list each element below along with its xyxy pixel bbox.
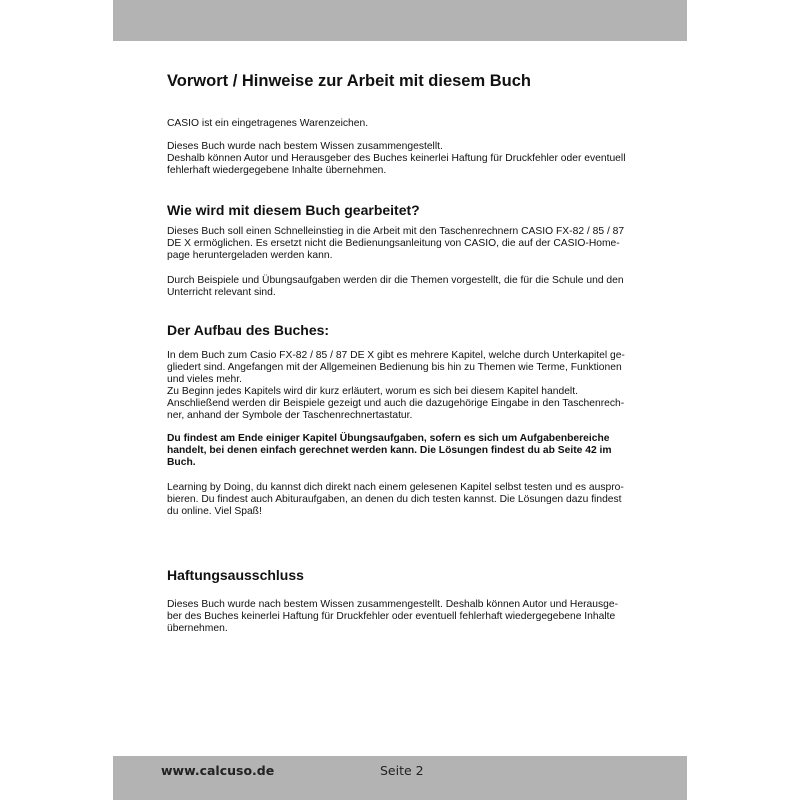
intro-paragraph-1 — [167, 118, 637, 130]
text-line: Buch. — [167, 457, 196, 468]
structure-paragraph-bold — [167, 433, 637, 469]
text-line: gliedert sind. Angefangen mit der Allgemeinen Bedienung bis hin zu Themen wie Terme, Funktionen — [167, 362, 622, 373]
text-line: ber des Buches keinerlei Haftung für Druckfehler oder eventuell fehlerhaft wiedergegebene Inhalte — [167, 611, 616, 622]
header-band — [113, 0, 687, 41]
text-line: Zu Beginn jedes Kapitels wird dir kurz erläutert, worum es sich bei diesem Kapitel handelt. — [167, 386, 578, 397]
text-line: Durch Beispiele und Übungsaufgaben werden dir die Themen vorgestellt, die für die Schule und den — [167, 275, 624, 286]
text-line: übernehmen. — [167, 623, 228, 634]
section-heading-structure: Der Aufbau des Buches: — [167, 322, 330, 338]
text-line: Learning by Doing, du kannst dich direkt nach einem gelesenen Kapitel selbst testen und es auspro- — [167, 482, 624, 493]
text-line: Dieses Buch wurde nach bestem Wissen zusammengestellt. Deshalb können Autor und Herausge- — [167, 599, 619, 610]
text-line: CASIO ist ein eingetragenes Warenzeichen. — [167, 118, 369, 129]
text-line: page heruntergeladen werden kann. — [167, 250, 333, 261]
text-line: handelt, bei denen einfach gerechnet werden kann. Die Lösungen findest du ab Seite 42 im — [167, 445, 612, 456]
text-line: bieren. Du findest auch Abituraufgaben, an denen du dich testen kannst. Die Lösungen dazu findest — [167, 494, 622, 505]
text-line: Deshalb können Autor und Herausgeber des Buches keinerlei Haftung für Druckfehler oder eventuell — [167, 153, 626, 164]
text-line: Dieses Buch wurde nach bestem Wissen zusammengestellt. — [167, 141, 443, 152]
text-line: Dieses Buch soll einen Schnelleinstieg in die Arbeit mit den Taschenrechnern CASIO FX-82 / 85 / 87 — [167, 226, 625, 237]
document-page — [113, 0, 687, 800]
work-paragraph-2 — [167, 275, 637, 299]
page-title: Vorwort / Hinweise zur Arbeit mit diesem Buch — [167, 72, 531, 90]
text-line: DE X ermöglichen. Es ersetzt nicht die Bedienungsanleitung von CASIO, die auf der CASIO-Home- — [167, 238, 620, 249]
section-heading-liability: Haftungsausschluss — [167, 567, 304, 583]
structure-paragraph-1 — [167, 350, 637, 422]
intro-paragraph-2 — [167, 141, 637, 177]
text-line: ner, anhand der Symbole der Taschenrechnertastatur. — [167, 410, 413, 421]
work-paragraph-1 — [167, 226, 637, 262]
text-line: In dem Buch zum Casio FX-82 / 85 / 87 DE X gibt es mehrere Kapitel, welche durch Unterkapitel ge- — [167, 350, 625, 361]
structure-paragraph-3 — [167, 482, 637, 518]
section-heading-work: Wie wird mit diesem Buch gearbeitet? — [167, 202, 420, 218]
text-line: fehlerhaft wiedergegebene Inhalte übernehmen. — [167, 165, 387, 176]
text-line: Du findest am Ende einiger Kapitel Übungsaufgaben, sofern es sich um Aufgabenbereiche — [167, 433, 610, 444]
text-line: Anschließend werden dir Beispiele gezeigt und auch die dazugehörige Eingabe in den Taschenrech- — [167, 398, 625, 409]
footer-website-link[interactable]: www.calcuso.de — [161, 763, 275, 778]
text-line: du online. Viel Spaß! — [167, 506, 262, 517]
footer-page-number: Seite 2 — [380, 763, 424, 778]
text-line: und vieles mehr. — [167, 374, 242, 385]
liability-paragraph-1 — [167, 599, 637, 635]
text-line: Unterricht relevant sind. — [167, 287, 276, 298]
